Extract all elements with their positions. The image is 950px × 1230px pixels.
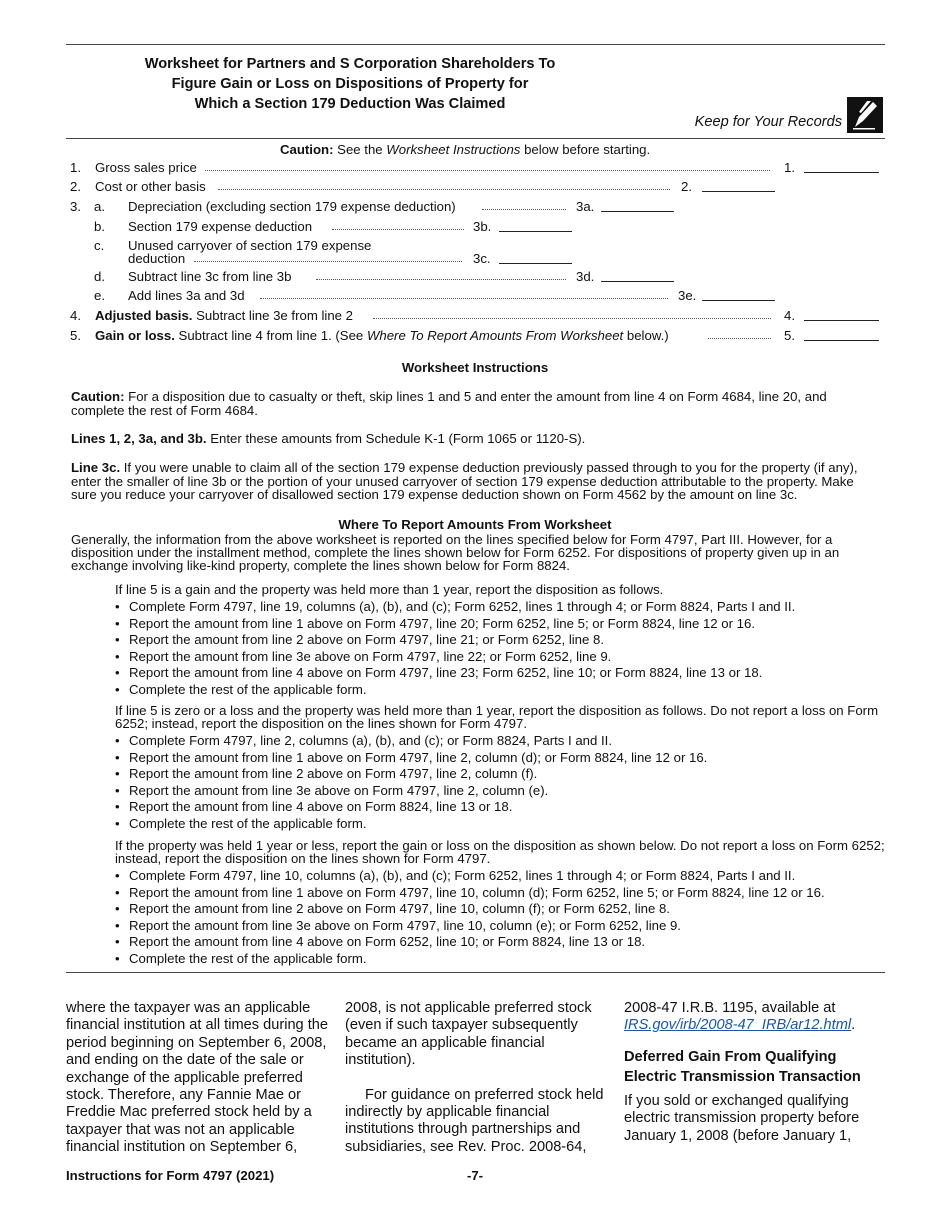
- column-2-para-1: 2008, is not applicable preferred stock (even if such taxpayer subsequently became an applicable financial institution).: [345, 1000, 592, 1069]
- caution-post: below before starting.: [520, 142, 651, 157]
- group-3: [115, 839, 885, 967]
- list-item: • Complete the rest of the applicable form.: [115, 816, 885, 833]
- lines-label: Lines 1, 2, 3a, and 3b.: [71, 431, 207, 446]
- bullet-list: [115, 868, 885, 967]
- column-3-para-1: [624, 1000, 886, 1035]
- line-4-row: [70, 308, 880, 326]
- line-ref: 3d.: [576, 269, 595, 284]
- line-ref: 3a.: [576, 199, 595, 214]
- line-ref: 3e.: [678, 288, 697, 303]
- column-1-text: where the taxpayer was an applicable financial institution at all times during the period beginning on September 6, 2008, and ending on the date of the sale or exchange of the applicable preferred stock. Therefore, any Fannie Mae or Freddie Mac preferred stock held by a taxpayer that was not an applicable financial institution on September 6,: [66, 1000, 329, 1156]
- page-number: -7-: [466, 1168, 484, 1183]
- instructions-caution: [71, 390, 881, 417]
- line-3d-row: [70, 269, 880, 287]
- line-1-entry[interactable]: [804, 160, 879, 173]
- column-3: [624, 1000, 886, 1145]
- caution-label: Caution:: [280, 142, 334, 157]
- caution-italic: Worksheet Instructions: [386, 142, 521, 157]
- footer-form-title: Instructions for Form 4797 (2021): [66, 1168, 275, 1183]
- list-item: • Report the amount from line 2 above on Form 4797, line 10, column (f); or Form 6252, line 8.: [115, 901, 885, 918]
- line-text-cont: deduction: [128, 251, 186, 266]
- worksheet-bottom-rule: [66, 972, 885, 973]
- line-bold: Gain or loss.: [95, 328, 175, 343]
- line-3e-entry[interactable]: [702, 288, 775, 301]
- line-3b-entry[interactable]: [499, 219, 572, 232]
- caution-pre: See the: [333, 142, 387, 157]
- group-intro: If the property was held 1 year or less, report the gain or loss on the disposition as shown below. Do not report a loss on Form 6252; instead, report the disposition on the lines shown for Form 4797.: [115, 838, 885, 866]
- line-3c-entry[interactable]: [499, 251, 572, 264]
- caution-text: For a disposition due to casualty or theft, skip lines 1 and 5 and enter the amount from line 4 on Form 4684, line 20, and complete the rest of Form 4684.: [71, 389, 827, 418]
- list-item: • Report the amount from line 4 above on Form 6252, line 10; or Form 8824, line 13 or 18.: [115, 934, 885, 951]
- line-1-row: [70, 160, 880, 178]
- title-line-3: Which a Section 179 Deduction Was Claimed: [194, 96, 506, 112]
- line-bold: Adjusted basis.: [95, 308, 193, 323]
- list-item: • Complete Form 4797, line 19, columns (a), (b), and (c); Form 6252, lines 1 through 4; or Form 8824, Parts I and II.: [115, 599, 885, 616]
- line-text: Unused carryover of section 179 expense: [128, 238, 372, 253]
- line-sub: d.: [94, 269, 105, 284]
- line-ref: 2.: [681, 179, 692, 194]
- bullet-list: [115, 599, 885, 698]
- line-post: below.): [623, 328, 669, 343]
- line-3a-row: [70, 199, 880, 217]
- line-5-row: [70, 328, 880, 346]
- header-rule: [66, 138, 885, 139]
- line3c-text: If you were unable to claim all of the section 179 expense deduction previously passed through to you for the property (if any), enter the smaller of line 3b or the portion of your unused carryover of section 179 expense deduction attributable to the property. Make sure you reduce your carryover of disallowed section 179 expense deduction shown on Form 4562 by the amount on line 3c.: [71, 460, 858, 502]
- line-text: Depreciation (excluding section 179 expense deduction): [128, 199, 456, 214]
- group-intro: If line 5 is a gain and the property was held more than 1 year, report the disposition as follows.: [115, 582, 664, 597]
- line-3a-entry[interactable]: [601, 199, 674, 212]
- group-1: [115, 583, 885, 698]
- dot-leader: [373, 308, 771, 319]
- list-item: • Report the amount from line 3e above on Form 4797, line 22; or Form 6252, line 9.: [115, 649, 885, 666]
- line-2-entry[interactable]: [702, 179, 775, 192]
- bullet-list: [115, 733, 885, 832]
- dot-leader: [205, 160, 770, 171]
- line-5-entry[interactable]: [804, 328, 879, 341]
- line-ref: 3c.: [473, 251, 491, 266]
- list-item: • Complete the rest of the applicable form.: [115, 682, 885, 699]
- list-item: • Complete Form 4797, line 10, columns (a), (b), and (c); Form 6252, lines 1 through 4; or Form 8824, Parts I and II.: [115, 868, 885, 885]
- caution-label: Caution:: [71, 389, 125, 404]
- line-ref: 4.: [784, 308, 795, 323]
- where-para: Generally, the information from the above worksheet is reported on the lines specified below for Form 4797, Part III. However, for a disposition under the installment method, complete the lines shown below for Form 6252. For dispositions of property given up in an exchange involving like-kind property, complete the lines shown below for Form 8824.: [71, 532, 840, 573]
- line-text: Subtract line 3c from line 3b: [128, 269, 292, 284]
- line-text: Gross sales price: [95, 160, 197, 175]
- line-italic: Where To Report Amounts From Worksheet: [366, 328, 624, 343]
- line-sub: c.: [94, 238, 105, 253]
- line-number: 5.: [70, 328, 81, 343]
- lines-1-2-3a-3b-para: [71, 432, 881, 446]
- line-sub: a.: [94, 199, 105, 214]
- column-1: [66, 1000, 331, 1157]
- where-heading: Where To Report Amounts From Worksheet: [338, 517, 612, 532]
- pen-records-icon: [847, 97, 883, 133]
- line-ref: 1.: [784, 160, 795, 175]
- line-ref: 3b.: [473, 219, 492, 234]
- top-rule: [66, 44, 885, 45]
- list-item: • Report the amount from line 4 above on Form 4797, line 23; Form 6252, line 10; or Form 8824, line 13 or 18.: [115, 665, 885, 682]
- group-intro: If line 5 is zero or a loss and the property was held more than 1 year, report the disposition as follows. Do not report a loss on Form 6252; instead, report the disposition on the lines shown for Form 4797.: [115, 703, 879, 731]
- line-3d-entry[interactable]: [601, 269, 674, 282]
- line-sub: b.: [94, 219, 105, 234]
- line-3c-para: [71, 461, 881, 502]
- line-number: 3.: [70, 199, 81, 214]
- dot-leader: [708, 328, 771, 339]
- line-text: [95, 308, 353, 323]
- list-item: • Report the amount from line 4 above on Form 8824, line 13 or 18.: [115, 799, 885, 816]
- title-line-1: Worksheet for Partners and S Corporation Shareholders To: [144, 56, 556, 72]
- list-item: • Complete the rest of the applicable form.: [115, 951, 885, 968]
- line-text: Add lines 3a and 3d: [128, 288, 245, 303]
- column-3-period: .: [851, 1017, 856, 1034]
- list-item: • Complete Form 4797, line 2, columns (a), (b), and (c); or Form 8824, Parts I and II.: [115, 733, 885, 750]
- list-item: • Report the amount from line 3e above on Form 4797, line 10, column (e); or Form 6252, line 9.: [115, 918, 885, 935]
- line-rest: Subtract line 3e from line 2: [192, 308, 353, 323]
- irs-irb-link[interactable]: IRS.gov/irb/2008-47_IRB/ar12.html: [624, 1017, 852, 1034]
- column-3-text: 2008-47 I.R.B. 1195, available at: [624, 1000, 836, 1016]
- line-ref: 5.: [784, 328, 795, 343]
- dot-leader: [194, 251, 462, 262]
- section-heading: Deferred Gain From Qualifying Electric Transmission Transaction: [624, 1048, 861, 1085]
- list-item: • Report the amount from line 1 above on Form 4797, line 2, column (d); or Form 8824, line 12 or 16.: [115, 750, 885, 767]
- line-text: Cost or other basis: [95, 179, 206, 194]
- dot-leader: [482, 199, 566, 210]
- line-sub: e.: [94, 288, 105, 303]
- line-4-entry[interactable]: [804, 308, 879, 321]
- line-3b-row: [70, 219, 880, 237]
- line-number: 4.: [70, 308, 81, 323]
- line-number: 1.: [70, 160, 81, 175]
- column-2: [345, 1000, 607, 1156]
- line-2-row: [70, 179, 880, 197]
- dot-leader: [260, 288, 668, 299]
- list-item: • Report the amount from line 2 above on Form 4797, line 2, column (f).: [115, 766, 885, 783]
- group-2: [115, 704, 885, 832]
- worksheet-caution: [280, 142, 650, 157]
- list-item: • Report the amount from line 1 above on Form 4797, line 20; Form 6252, line 5; or Form 8824, line 12 or 16.: [115, 616, 885, 633]
- line-text: Section 179 expense deduction: [128, 219, 313, 234]
- lines-text: Enter these amounts from Schedule K-1 (Form 1065 or 1120-S).: [206, 431, 586, 446]
- dot-leader: [218, 179, 670, 190]
- line3c-label: Line 3c.: [71, 460, 121, 475]
- line-text: [95, 328, 669, 343]
- instructions-heading: Worksheet Instructions: [401, 360, 549, 375]
- line-3c-row: [70, 238, 880, 268]
- dot-leader: [316, 269, 566, 280]
- title-line-2: Figure Gain or Loss on Dispositions of Property for: [171, 76, 529, 92]
- column-3-para-2: If you sold or exchanged qualifying electric transmission property before January 1, 2008 (before January 1,: [624, 1092, 860, 1144]
- line-pre: Subtract line 4 from line 1. (See: [174, 328, 367, 343]
- line-3e-row: [70, 288, 880, 306]
- dot-leader: [332, 219, 464, 230]
- list-item: • Report the amount from line 1 above on Form 4797, line 10, column (d); Form 6252, line 5; or Form 8824, line 12 or 16.: [115, 885, 885, 902]
- line-number: 2.: [70, 179, 81, 194]
- list-item: • Report the amount from line 3e above on Form 4797, line 2, column (e).: [115, 783, 885, 800]
- keep-records-label: Keep for Your Records: [694, 114, 842, 130]
- list-item: • Report the amount from line 2 above on Form 4797, line 21; or Form 6252, line 8.: [115, 632, 885, 649]
- worksheet-title: [100, 54, 600, 114]
- column-2-para-2: For guidance on preferred stock held indirectly by applicable financial institutions through partnerships and subsidiaries, see Rev. Proc. 2008-64,: [345, 1086, 604, 1155]
